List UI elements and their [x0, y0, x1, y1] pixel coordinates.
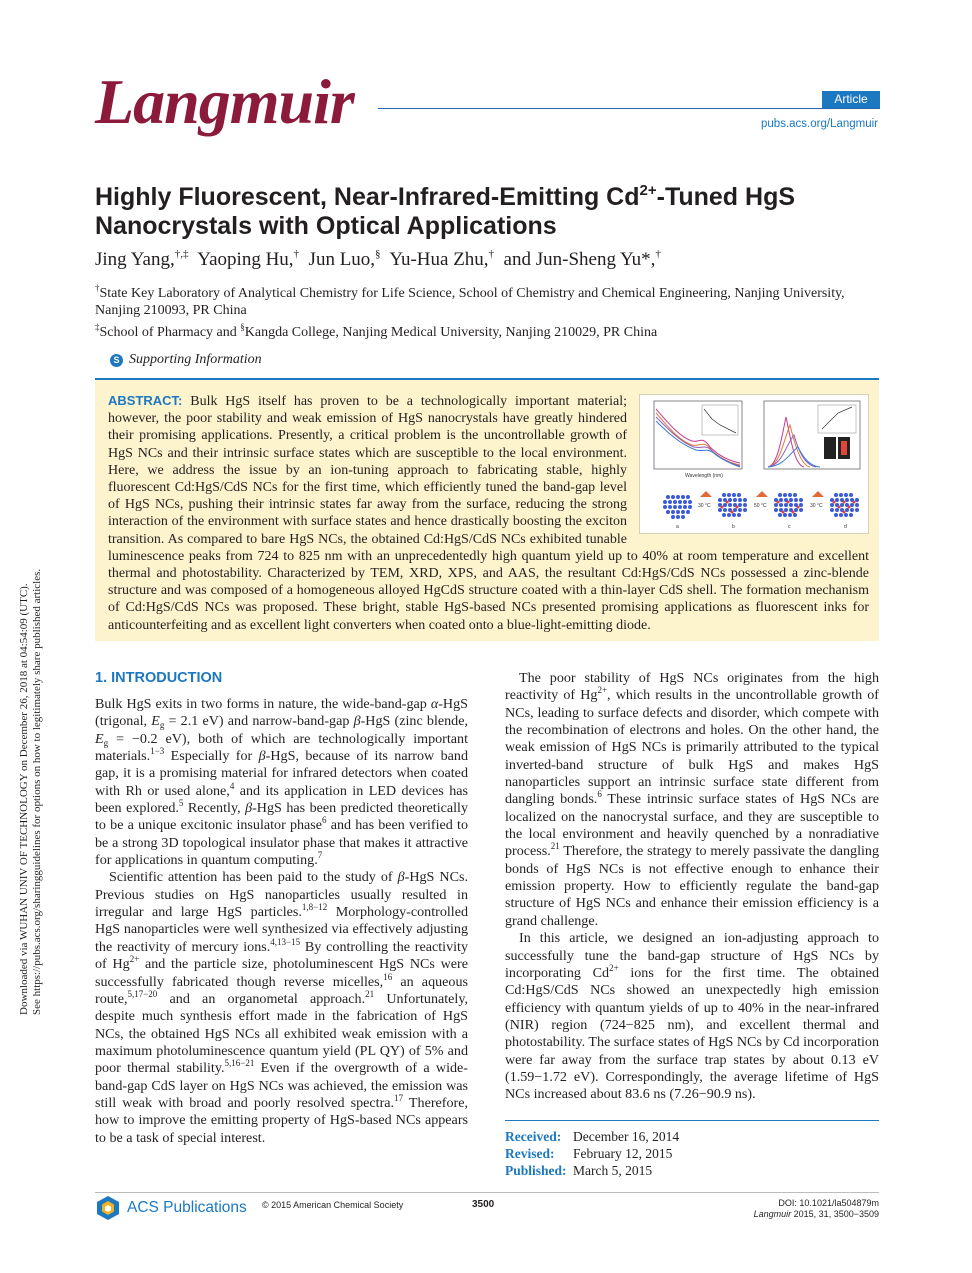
author-mark: †: [293, 248, 300, 260]
right-column: [505, 670, 879, 1104]
citation-link[interactable]: 5,16−21: [224, 1058, 255, 1069]
author-list: [95, 247, 885, 273]
toc-axis-label: Wavelength (nm): [685, 473, 723, 479]
intro-paragraph-1: Bulk HgS exits in two forms in nature, the wide-band-gap α-HgS (trigonal, $E_g = 2.1$ eV) and narrow-band-gap β-HgS (zinc blende, $E_g = -0.2$ eV), both of which are technologically important materials.$^{1-3}$ Especially for β-HgS, because of its narrow band gap, it is a promising material for infrared detectors when coated with Rh or used alone,$^4$ and its application in LED devices has been explored.$^5$ Recently, β-HgS has been predicted theoretically to be a unique excitonic insulator phase$^6$ and has been verified to be a strong 3D topological insulator phase that makes it attractive for applications in quantum computing.$^7$: [95, 696, 469, 869]
download-notice-line1: Downloaded via WUHAN UNIV OF TECHNOLOGY on December 26, 2018 at 04:54:09 (UTC).: [18, 583, 30, 1015]
citation-link[interactable]: 5: [178, 798, 184, 809]
author-mark: §: [375, 248, 381, 260]
title-line2: Nanocrystals with Optical Applications: [95, 212, 557, 240]
abstract-label: ABSTRACT:: [108, 393, 183, 408]
acs-publications-logo[interactable]: [95, 1195, 247, 1221]
supporting-info-label[interactable]: Supporting Information: [129, 352, 262, 367]
citation-link[interactable]: 7: [317, 850, 323, 861]
toc-absorption-plot: [654, 401, 742, 479]
citation-link[interactable]: 4,13−15: [270, 936, 301, 947]
affiliation-text: State Key Laboratory of Analytical Chemistry for Life Science, School of Chemistry and Chemical Engineering, Nanjing University, Nanjing 210093, PR China: [95, 286, 845, 318]
author-name[interactable]: Jing Yang,: [95, 249, 175, 270]
citation-info: Langmuir 2015, 31, 3500−3509: [753, 1209, 879, 1219]
author-mark: †: [488, 248, 495, 260]
toc-temp-label: 50 °C: [754, 503, 767, 509]
author-mark: †: [655, 248, 661, 260]
toc-lattice-illustration: [663, 491, 859, 530]
article-title: [95, 183, 885, 241]
citation-link[interactable]: 1,8−12: [301, 902, 328, 913]
history-received: Received: December 16, 2014: [505, 1129, 680, 1144]
page-number: 3500: [472, 1199, 495, 1210]
doi-block: [754, 1198, 879, 1220]
intro-paragraph-3: The poor stability of HgS NCs originates from the high reactivity of $Hg^{2+}$, which results in the uncontrollable growth of NCs, leading to surface defects and disorder, which compete with the recombination of electrons and holes. On the other hand, the weak emission of HgS NCs is primarily attributed to the typical inverted-band structure of bulk HgS and makes HgS nanoparticles support an intrinsic surface state different from dangling bonds.$^6$ These intrinsic surface states of HgS NCs are localized on the nanocrystal surface, and they are susceptible to the local environment and heavily quenched by a nonradiative process.$^{21}$ Therefore, the strategy to merely passivate the dangling bonds of HgS NCs is not effective enough to enhance their emission property. How to efficiently regulate the band-gap structure of HgS NCs and enhance their emission efficiency is a grand challenge.: [505, 670, 880, 929]
journal-url-link[interactable]: pubs.acs.org/Langmuir: [761, 118, 878, 130]
toc-panel-label: c: [788, 524, 791, 530]
section-heading-introduction: 1. INTRODUCTION: [95, 670, 223, 686]
affiliation-mark: ‡: [95, 322, 100, 332]
toc-graphic-svg: [640, 395, 868, 533]
toc-emission-plot: [764, 401, 860, 469]
supporting-info-icon: S: [110, 354, 123, 367]
citation-link[interactable]: 6: [322, 815, 327, 826]
title-part2: -Tuned HgS: [656, 183, 796, 211]
toc-graphic[interactable]: [639, 394, 869, 534]
citation-link[interactable]: 4: [229, 780, 235, 791]
title-superscript: 2+: [639, 182, 657, 199]
author-name[interactable]: Yu-Hua Zhu,: [389, 249, 489, 270]
masthead-rule: [378, 108, 880, 109]
article-type-badge: Article: [822, 91, 880, 108]
footer-rule: [95, 1192, 879, 1193]
citation-link[interactable]: 1−3: [150, 746, 165, 757]
affiliation-1: [95, 285, 879, 319]
affiliation-text: School of Pharmacy and: [99, 325, 241, 340]
history-revised: Revised: February 12, 2015: [505, 1146, 673, 1162]
journal-logo[interactable]: Langmuir: [95, 66, 354, 137]
author-mark: †,‡: [174, 248, 189, 260]
affiliation-2: [95, 324, 879, 341]
toc-panel-label: b: [732, 524, 735, 530]
acs-hexagon-icon: [95, 1195, 121, 1221]
author-name[interactable]: and Jun-Sheng Yu*,: [503, 249, 656, 270]
toc-panel-label: d: [844, 524, 847, 530]
publication-history: [505, 1128, 879, 1180]
download-notice-line2: See https://pubs.acs.org/sharingguidelines for options on how to legitimately share published articles.: [31, 568, 43, 1015]
citation-link[interactable]: 6: [597, 789, 602, 800]
abstract: [108, 392, 869, 634]
author-name[interactable]: Jun Luo,: [308, 249, 376, 270]
left-column: [95, 696, 468, 1147]
affiliation-mark: §: [240, 322, 245, 332]
citation-link[interactable]: 21: [365, 988, 375, 999]
affiliation-text: Kangda College, Nanjing Medical University, Nanjing 210029, PR China: [244, 325, 658, 340]
history-rule: [505, 1120, 879, 1121]
citation-link[interactable]: 17: [394, 1092, 404, 1103]
toc-panel-label: a: [676, 524, 679, 530]
supporting-info-link[interactable]: [110, 352, 262, 368]
intro-paragraph-2: Scientific attention has been paid to the study of β-HgS NCs. Previous studies on HgS nanoparticles usually resulted in irregular and large HgS particles.$^{1,8-12}$ Morphology-controlled HgS nanoparticles were well synthesized via effectively adjusting the reactivity of mercury ions.$^{4,13-15}$ By controlling the reactivity of $Hg^{2+}$ and the particle size, photoluminescent HgS NCs were successfully fabricated though reverse micelles,$^{16}$ an aqueous route,$^{5,17-20}$ and an organometal approach.$^{21}$ Unfortunately, despite much synthesis effort made in the fabrication of HgS NCs, the obtained HgS NCs all exhibited weak emission with a maximum photoluminescence quantum yield (PL QY) of 5% and poor thermal stability.$^{5,16-21}$ Even if the overgrowth of a wide-band-gap CdS layer on HgS NCs was achieved, the emission was still weak with broad and poorly resolved spectra.$^{17}$ Therefore, how to improve the emitting property of HgS-based NCs appears to be a task of special interest.: [95, 869, 469, 1146]
author-name[interactable]: Yaoping Hu,: [197, 249, 294, 270]
toc-temp-label: 30 °C: [698, 503, 711, 509]
acs-publications-text: ACS Publications: [127, 1199, 247, 1216]
affiliation-mark: †: [95, 283, 100, 293]
abstract-body: Bulk HgS itself has proven to be a technologically important material; however, the poor stability and weak emission of HgS nanocrystals have greatly hindered their promising applications. Presently, a critical problem is the uncontrollable growth of HgS NCs and their intrinsic surface states which are susceptible to the local environment. Here, we address the issue by an ion-tuning approach to fabricating stable, highly fluorescent Cd:HgS/CdS NCs for the first time, which efficiently tuned the band-gap level of HgS NCs, pushing their intrinsic states far away from the surface, reducing the strong interaction of the environment with surface states and hence drastically boosting the exciton transition. As compared to bare HgS NCs, the obtained Cd:HgS/CdS NCs exhibited tunable luminescence peaks from 724 to 825 nm with an unprecedentedly high quantum yield up to 40% at room temperature and excellent thermal and photostability. Characterized by TEM, XRD, XPS, and AAS, the resultant Cd:HgS/CdS NCs possessed a zinc-blende structure and was composed of a homogeneous alloyed HgCdS structure coated with a thin-layer CdS shell. The formation mechanism of Cd:HgS/CdS NCs was proposed. These bright, stable HgS-based NCs presented promising applications as fluorescent inks for anticounterfeiting and as excellent light converters when coated onto a blue-light-emitting diode.: [108, 394, 869, 633]
citation-link[interactable]: 16: [383, 971, 393, 982]
citation-link[interactable]: 5,17−20: [127, 988, 158, 999]
doi-link[interactable]: DOI: 10.1021/la504879m: [778, 1198, 879, 1208]
citation-link[interactable]: 21: [550, 841, 560, 852]
download-notice: [18, 569, 44, 1015]
intro-paragraph-4: In this article, we designed an ion-adjusting approach to successfully tune the band-gap structure of HgS NCs by incorporating $Cd^{2+}$ ions for the first time. The obtained Cd:HgS/CdS NCs showed an unexpectedly high emission efficiency with quantum yields of up to 40% in the near-infrared (NIR) region (724−825 nm), and excellent thermal and photostability. The surface states of HgS NCs by Cd incorporation were far away from the surface trap states by about 0.13 eV (1.59−1.72 eV). Correspondingly, the average lifetime of HgS NCs increased about 83.6 ns (7.26−90.9 ns).: [505, 930, 879, 1103]
toc-temp-label: 30 °C: [810, 503, 823, 509]
title-part1: Highly Fluorescent, Near-Infrared-Emitting Cd: [95, 183, 640, 211]
copyright: © 2015 American Chemical Society: [262, 1200, 404, 1210]
history-published: Published: March 5, 2015: [505, 1163, 653, 1179]
